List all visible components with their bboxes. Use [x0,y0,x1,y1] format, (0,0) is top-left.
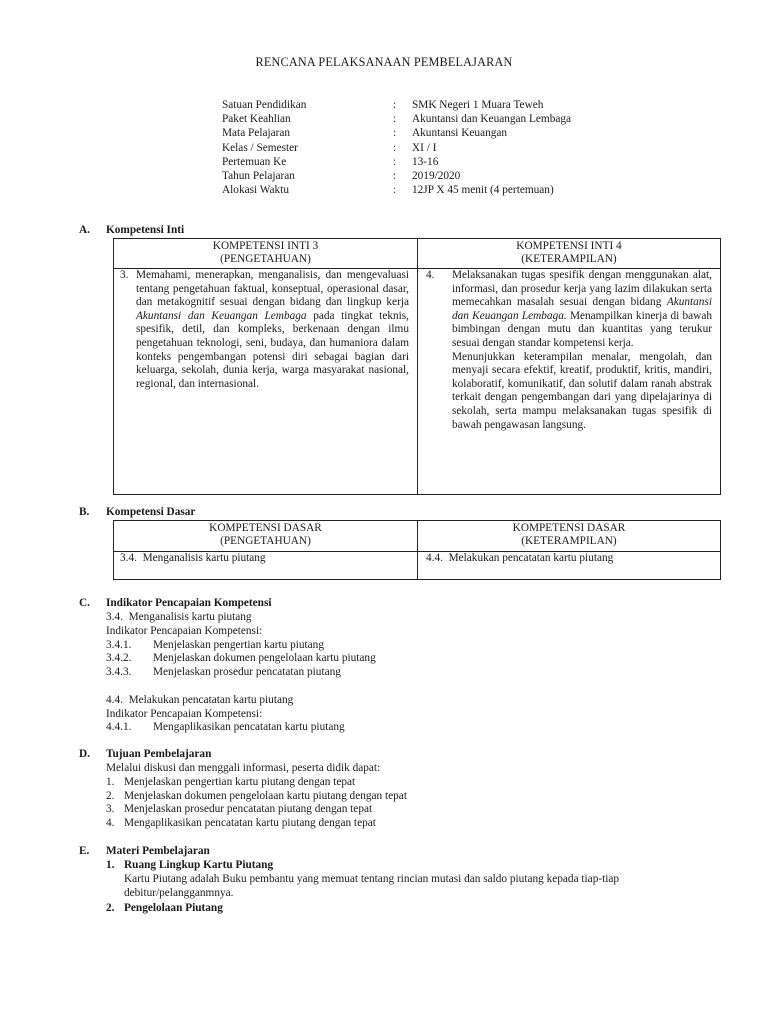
kd3-header-line1: KOMPETENSI DASAR [209,522,322,534]
ki4-text-part2: Menampilkan kinerja di bawah bimbingan dengan mutu dan kuantitas yang terukur sesuai dengan standar kompetensi kerja. [452,309,713,349]
ipk-item [106,721,506,735]
kd4-header-line2: (KETERAMPILAN) [521,535,617,548]
document-title: RENCANA PELAKSANAAN PEMBELAJARAN [255,55,513,69]
ki3-number: 3. [120,269,129,281]
tujuan-item [106,790,526,804]
section-letter: A. [79,224,90,236]
materi-number: 2. [106,902,115,915]
section-title: Tujuan Pembelajaran [106,748,212,760]
identity-value: 12JP X 45 menit (4 pertemuan) [412,184,554,197]
identity-colon: : [393,113,397,126]
identity-value: XI / I [412,141,437,154]
ki4-text [452,269,712,351]
identity-row [222,184,642,198]
ipk-text: Menjelaskan pengertian kartu piutang [153,638,324,651]
tujuan-item [106,817,526,831]
identity-row [222,156,642,170]
identity-key: Tahun Pelajaran [222,169,295,182]
identity-colon: : [393,141,397,154]
kd3-line: 3.4. Menganalisis kartu piutang [106,611,252,623]
ipk-label: Indikator Pencapaian Kompetensi: [106,707,263,720]
ki3-text-part2: pada tingkat teknis, spesifik, detil, dan kompleks, berkenaan dengan ilmu pengetahuan teknologi, seni, budaya, dan humaniora dalam konteks pengembangan potensi diri sebagai bagian dari keluarga, sekolah, dunia kerja, warga masyarakat nasional, regional, dan internasional. [136,309,409,390]
section-e-heading [79,845,479,859]
ipk-number: 3.4.3. [106,666,132,679]
ipk-item [106,666,506,680]
tujuan-number: 2. [106,789,115,802]
tujuan-number: 1. [106,775,115,788]
kd4-text: 4.4. Melakukan pencatatan kartu piutang [426,552,614,564]
ki3-text-part1: Memahami, menerapkan, menganalisis, dan mengevaluasi tentang pengetahuan faktual, konseptual, operasional dasar, dan metakognitif sesuai dengan bidang dan lingkup kerja [136,269,409,309]
ki4-cell [418,269,721,495]
tujuan-text: Menjelaskan prosedur pencatatan piutang dengan tepat [124,803,373,816]
ki4-header [418,239,721,269]
section-letter: C. [79,597,90,609]
identity-key: Pertemuan Ke [222,155,287,168]
section-title: Kompetensi Dasar [106,506,196,518]
tujuan-text: Menjelaskan dokumen pengelolaan kartu piutang dengan tepat [124,789,407,802]
kd3-cell [114,552,418,580]
identity-row [222,170,642,184]
kd4-cell [418,552,721,580]
identity-value: 2019/2020 [412,169,461,182]
identity-row [222,99,642,113]
ipk-label: Indikator Pencapaian Kompetensi: [106,624,263,637]
materi-title: Pengelolaan Piutang [124,902,223,915]
identity-key: Paket Keahlian [222,113,291,126]
identity-value: Akuntansi Keuangan [412,127,508,140]
ki3-text [136,269,409,391]
tujuan-number: 3. [106,803,115,816]
ki4-header-line1: KOMPETENSI INTI 4 [516,240,622,252]
section-b-heading [79,506,479,520]
materi-item-1-text: Kartu Piutang adalah Buku pembantu yang memuat tentang rincian mutasi dan saldo piutang kepada tiap-tiap debitur/pelangganmnya. [124,873,620,899]
identity-block [222,99,642,198]
kd3-header-line2: (PENGETAHUAN) [220,535,311,548]
identity-value: Akuntansi dan Keuangan Lembaga [412,113,572,126]
identity-value: SMK Negeri 1 Muara Teweh [412,99,544,111]
ipk-text: Mengaplikasikan pencatatan kartu piutang [153,721,345,734]
ki4-paragraph-2: Menunjukkan keterampilan menalar, mengolah, dan menyaji secara efektif, kreatif, produktif, kritis, mandiri, kolaboratif, komunikatif, dan solutif dalam ranah abstrak terkait dengan pengembangan dari yang dipelajarinya di sekolah, serta mampu melaksanakan tugas spesifik di bawah pengawasan langsung. [452,350,712,431]
identity-row [222,142,642,156]
identity-row [222,113,642,127]
identity-key: Alokasi Waktu [222,184,289,197]
kompetensi-dasar-table [113,520,721,580]
identity-key: Kelas / Semester [222,141,298,154]
section-c-heading [79,597,479,611]
ki3-header-line1: KOMPETENSI INTI 3 [212,240,319,252]
identity-colon: : [393,184,397,197]
section-a-heading [79,224,479,238]
tujuan-block [106,762,526,831]
section-d-heading [79,748,479,762]
ki4-number: 4. [426,269,435,281]
section-title: Kompetensi Inti [106,224,185,236]
identity-colon: : [393,155,397,168]
tujuan-item [106,776,526,790]
identity-row [222,127,642,141]
ki3-header [114,239,418,269]
tujuan-text: Mengaplikasikan pencatatan kartu piutang dengan tepat [124,817,376,830]
section-letter: E. [79,845,90,857]
identity-key: Satuan Pendidikan [222,99,307,111]
materi-number: 1. [106,859,115,871]
kd3-text: 3.4. Menganalisis kartu piutang [120,552,266,564]
ipk-text: Menjelaskan prosedur pencatatan piutang [153,666,341,679]
kd3-header [114,521,418,552]
kd4-header-line1: KOMPETENSI DASAR [512,522,626,534]
identity-colon: : [393,169,397,182]
materi-item-1 [106,859,706,873]
ipk-number: 3.4.1. [106,638,132,651]
section-title: Indikator Pencapaian Kompetensi [106,597,272,609]
ki4-text-italic: Akuntansi dan Keuangan Lembaga. [452,296,712,322]
materi-block [106,859,706,916]
ki4-header-line2: (KETERAMPILAN) [521,253,617,266]
tujuan-item [106,803,526,817]
ki3-header-line2: (PENGETAHUAN) [220,253,311,266]
identity-colon: : [393,99,397,111]
ipk-number: 4.4.1. [106,721,132,734]
identity-key: Mata Pelajaran [222,127,291,140]
tujuan-number: 4. [106,817,115,830]
ipk-item [106,639,506,653]
tujuan-text: Menjelaskan pengertian kartu piutang dengan tepat [124,775,356,788]
kompetensi-inti-table [113,238,721,495]
section-title: Materi Pembelajaran [106,845,210,857]
kd4-header [418,521,721,552]
ipk-item [106,652,506,666]
ki3-text-italic: Akuntansi dan Keuangan Lembaga [136,309,307,322]
materi-title: Ruang Lingkup Kartu Piutang [124,859,274,871]
section-letter: D. [79,748,90,760]
ki4-text-part1: Melaksanakan tugas spesifik dengan menggunakan alat, informasi, dan prosedur kerja yang lazim dilakukan serta memecahkan masalah sesuai dengan bidang [452,269,712,309]
tujuan-intro: Melalui diskusi dan menggali informasi, peserta didik dapat: [106,762,381,774]
materi-item-2 [106,902,706,916]
identity-colon: : [393,127,397,140]
section-letter: B. [79,506,90,518]
ipk-number: 3.4.2. [106,652,132,665]
kd4-line: 4.4. Melakukan pencatatan kartu piutang [106,693,294,706]
ki3-cell [114,269,418,495]
identity-value: 13-16 [412,155,439,168]
indikator-block [106,611,506,735]
ipk-text: Menjelaskan dokumen pengelolaan kartu piutang [153,652,376,665]
